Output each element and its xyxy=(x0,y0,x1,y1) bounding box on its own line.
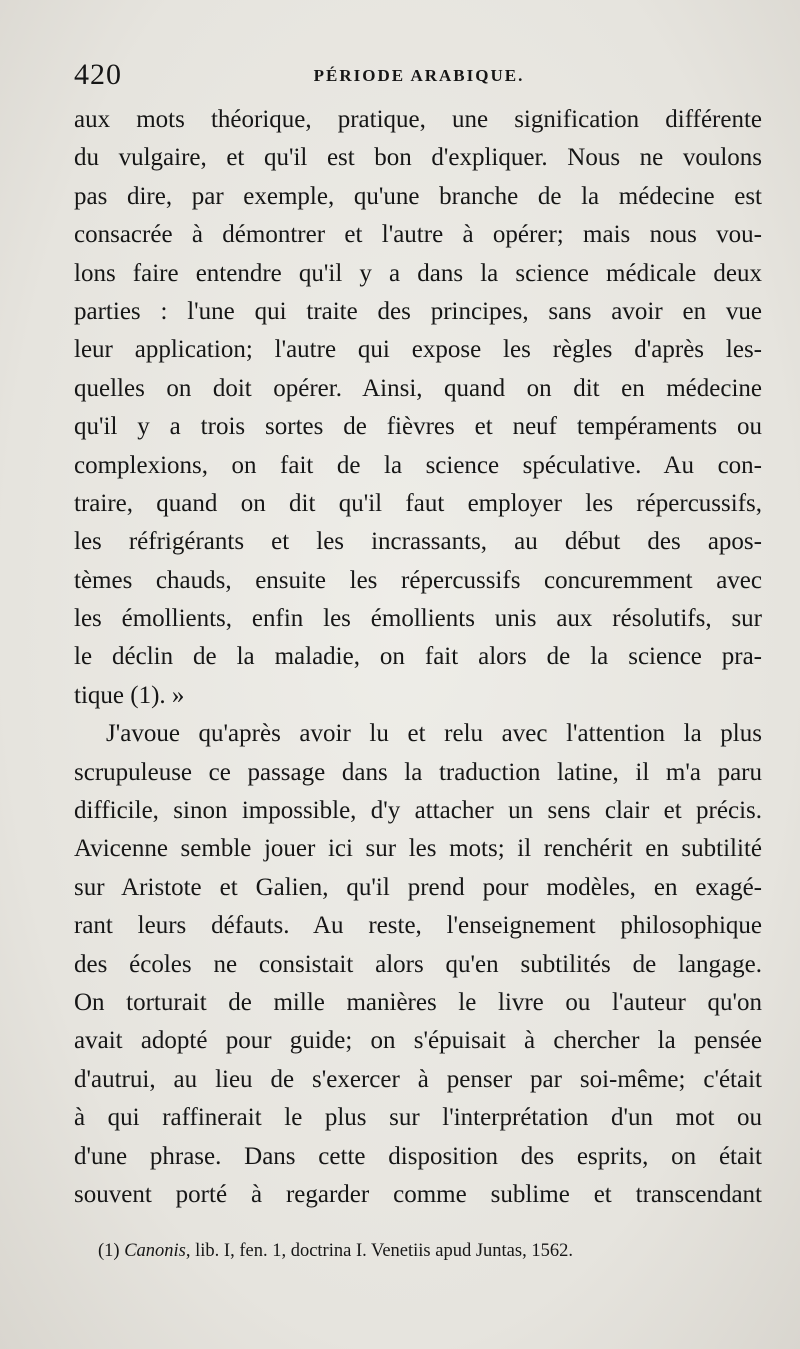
text-line: complexions, on fait de la science spéculative. Au con- xyxy=(74,451,762,479)
text-line: d'une phrase. Dans cette disposition des esprits, on était xyxy=(74,1142,762,1170)
footnote-work-title: Canonis xyxy=(124,1241,186,1261)
text-line: des écoles ne consistait alors qu'en subtilités de langage. xyxy=(74,950,762,978)
body-text xyxy=(74,101,762,1214)
text-line: lons faire entendre qu'il y a dans la science médicale deux xyxy=(74,259,762,287)
paragraph-first-line: J'avoue qu'après avoir lu et relu avec l'attention la plus xyxy=(106,720,762,748)
text-line: d'autrui, au lieu de s'exercer à penser par soi-même; c'était xyxy=(74,1065,762,1093)
text-line: difficile, sinon impossible, d'y attacher un sens clair et précis. xyxy=(74,797,762,825)
text-line: sur Aristote et Galien, qu'il prend pour modèles, en exagé- xyxy=(74,873,762,901)
text-line: le déclin de la maladie, on fait alors de la science pra- xyxy=(74,643,762,671)
footnote xyxy=(98,1241,762,1262)
paragraph-end-line: tique (1). » xyxy=(74,681,185,709)
running-title: PÉRIODE ARABIQUE. xyxy=(313,66,525,85)
text-line: traire, quand on dit qu'il faut employer les répercussifs, xyxy=(74,489,762,517)
text-line: qu'il y a trois sortes de fièvres et neuf tempéraments ou xyxy=(74,413,762,441)
text-line: rant leurs défauts. Au reste, l'enseignement philosophique xyxy=(74,912,762,940)
footnote-reference: , lib. I, fen. 1, doctrina I. Venetiis apud Juntas, 1562. xyxy=(185,1241,573,1261)
page-number: 420 xyxy=(74,58,122,91)
text-line: Avicenne semble jouer ici sur les mots; il renchérit en subtilité xyxy=(74,835,762,863)
text-line: scrupuleuse ce passage dans la traduction latine, il m'a paru xyxy=(74,758,762,786)
text-line: aux mots théorique, pratique, une signification différente xyxy=(74,106,762,133)
page-header xyxy=(74,58,764,94)
text-line: à qui raffinerait le plus sur l'interprétation d'un mot ou xyxy=(74,1104,762,1132)
text-line: quelles on doit opérer. Ainsi, quand on dit en médecine xyxy=(74,374,762,402)
text-line: pas dire, par exemple, qu'une branche de la médecine est xyxy=(74,182,762,210)
text-line: leur application; l'autre qui expose les règles d'après les- xyxy=(74,336,762,364)
footnote-marker: (1) xyxy=(98,1241,120,1261)
text-line: les réfrigérants et les incrassants, au début des apos- xyxy=(74,528,762,556)
text-line: tèmes chauds, ensuite les répercussifs concuremment avec xyxy=(74,566,762,594)
text-line: souvent porté à regarder comme sublime et transcendant xyxy=(74,1180,762,1208)
text-line: avait adopté pour guide; on s'épuisait à chercher la pensée xyxy=(74,1027,762,1055)
text-line: On torturait de mille manières le livre ou l'auteur qu'on xyxy=(74,988,762,1016)
text-line: consacrée à démontrer et l'autre à opérer; mais nous vou- xyxy=(74,221,762,249)
text-line: parties : l'une qui traite des principes, sans avoir en vue xyxy=(74,297,762,325)
text-line: les émollients, enfin les émollients unis aux résolutifs, sur xyxy=(74,605,762,633)
text-line: du vulgaire, et qu'il est bon d'expliquer. Nous ne voulons xyxy=(74,144,762,172)
